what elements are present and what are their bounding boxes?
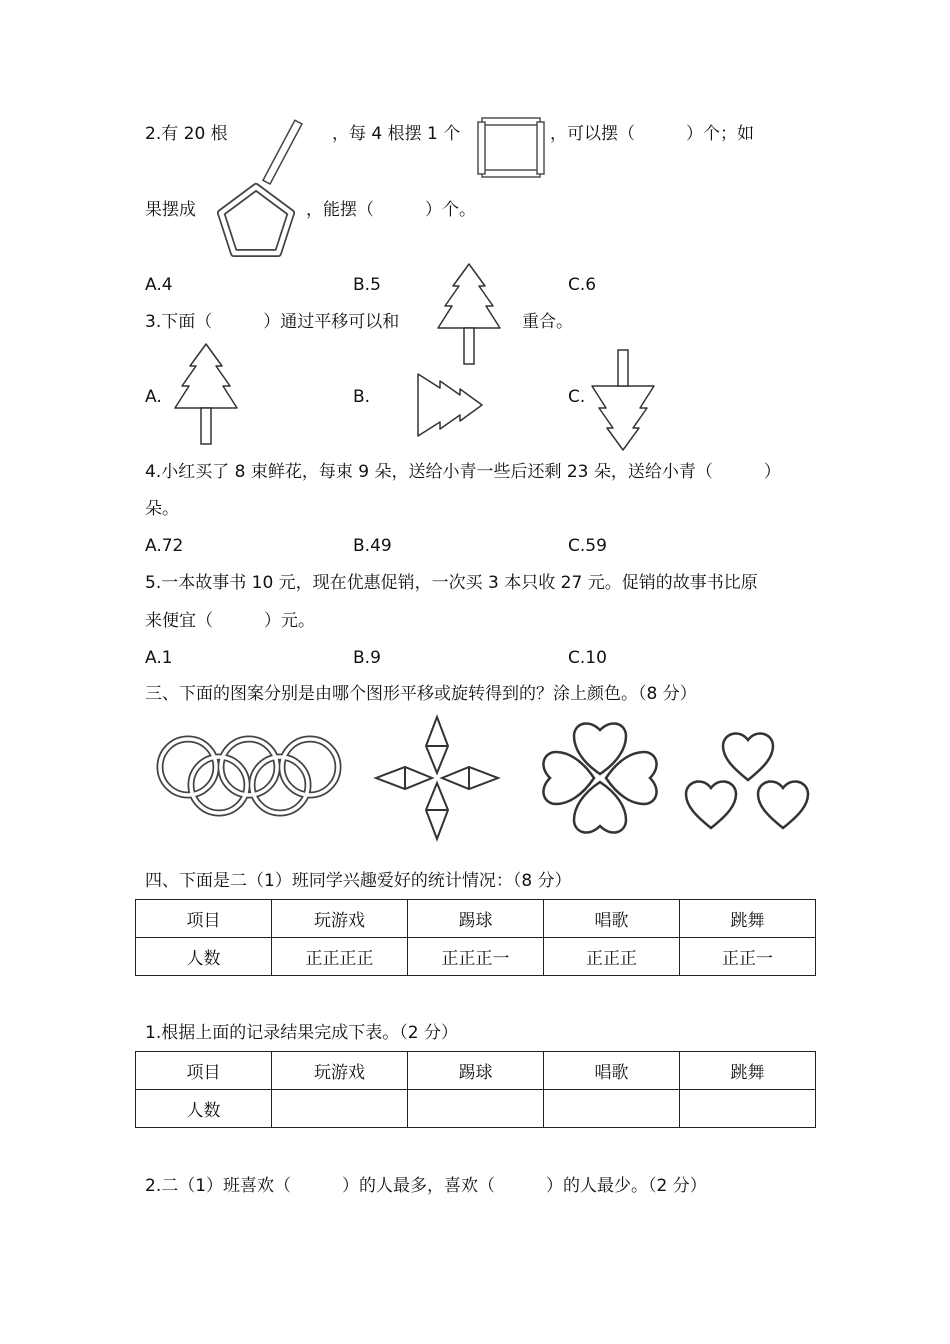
square-of-sticks-icon [474,114,548,180]
olympic-rings-icon [155,735,370,815]
q2-text-2: ，每 4 根摆 1 个 [332,124,461,144]
header-cell: 项目 [136,1052,272,1090]
header-cell: 玩游戏 [272,900,408,938]
q4-option-c: C.59 [568,536,607,556]
q5-text-line2: 来便宜（ ）元。 [145,611,315,631]
four-hearts-flower-icon [532,714,668,842]
tree-rotated-left-icon [380,370,488,438]
q2-text-5: ，能摆（ ）个。 [306,200,476,220]
header-cell: 唱歌 [544,900,680,938]
q3-text-2: 重合。 [522,312,573,332]
q4-text-line1: 4.小红买了 8 束鲜花，每束 9 朵，送给小青一些后还剩 23 朵，送给小青（ ） [145,462,781,482]
header-cell: 踢球 [408,900,544,938]
section4-sub1: 1.根据上面的记录结果完成下表。（2 分） [145,1023,458,1043]
table-row [136,900,816,938]
answer-cell[interactable] [272,1090,408,1128]
q2-option-a: A.4 [145,275,173,295]
section4-title: 四、下面是二（1）班同学兴趣爱好的统计情况：（8 分） [145,871,572,891]
header-cell: 项目 [136,900,272,938]
answer-cell[interactable] [680,1090,816,1128]
q5-text-line1: 5.一本故事书 10 元，现在优惠促销，一次买 3 本只收 27 元。促销的故事书比原 [145,573,758,593]
q4-text-line2: 朵。 [145,499,179,519]
header-cell: 跳舞 [680,900,816,938]
q2-option-b: B.5 [353,275,381,295]
section4-sub2: 2.二（1）班喜欢（ ）的人最多，喜欢（ ）的人最少。（2 分） [145,1176,707,1196]
table-row [136,1090,816,1128]
header-cell: 跳舞 [680,1052,816,1090]
q5-option-c: C.10 [568,648,607,668]
header-cell: 玩游戏 [272,1052,408,1090]
q2-text-1: 2.有 20 根 [145,124,228,144]
section3-title: 三、下面的图案分别是由哪个图形平移或旋转得到的？涂上颜色。（8 分） [145,684,697,704]
tally-cell: 人数 [136,938,272,976]
three-hearts-icon [683,728,813,832]
tally-table [135,899,816,976]
tally-cell: 正正一 [680,938,816,976]
header-cell: 唱歌 [544,1052,680,1090]
answer-cell[interactable] [544,1090,680,1128]
q2-option-c: C.6 [568,275,597,295]
q3-option-b: B. [353,387,371,407]
tally-cell: 正正正正 [272,938,408,976]
tree-upright-icon [173,342,241,446]
stick-icon [262,118,302,188]
table-row [136,1052,816,1090]
four-diamonds-icon [374,715,500,841]
row-label-cell: 人数 [136,1090,272,1128]
q4-option-b: B.49 [353,536,392,556]
q3-text-1: 3.下面（ ）通过平移可以和 [145,312,400,332]
header-cell: 踢球 [408,1052,544,1090]
tally-cell: 正正正一 [408,938,544,976]
q2-text-4: 果摆成 [145,200,196,220]
answer-table [135,1051,816,1128]
pentagon-of-sticks-icon [216,183,296,259]
answer-cell[interactable] [408,1090,544,1128]
q3-option-c: C. [568,387,586,407]
q5-option-a: A.1 [145,648,173,668]
tree-reference-icon [436,262,504,366]
tally-cell: 正正正 [544,938,680,976]
table-row [136,938,816,976]
tree-upside-down-icon [588,348,656,452]
q2-text-3: ，可以摆（ ）个；如 [550,124,754,144]
q5-option-b: B.9 [353,648,381,668]
q3-option-a: A. [145,387,162,407]
q4-option-a: A.72 [145,536,184,556]
